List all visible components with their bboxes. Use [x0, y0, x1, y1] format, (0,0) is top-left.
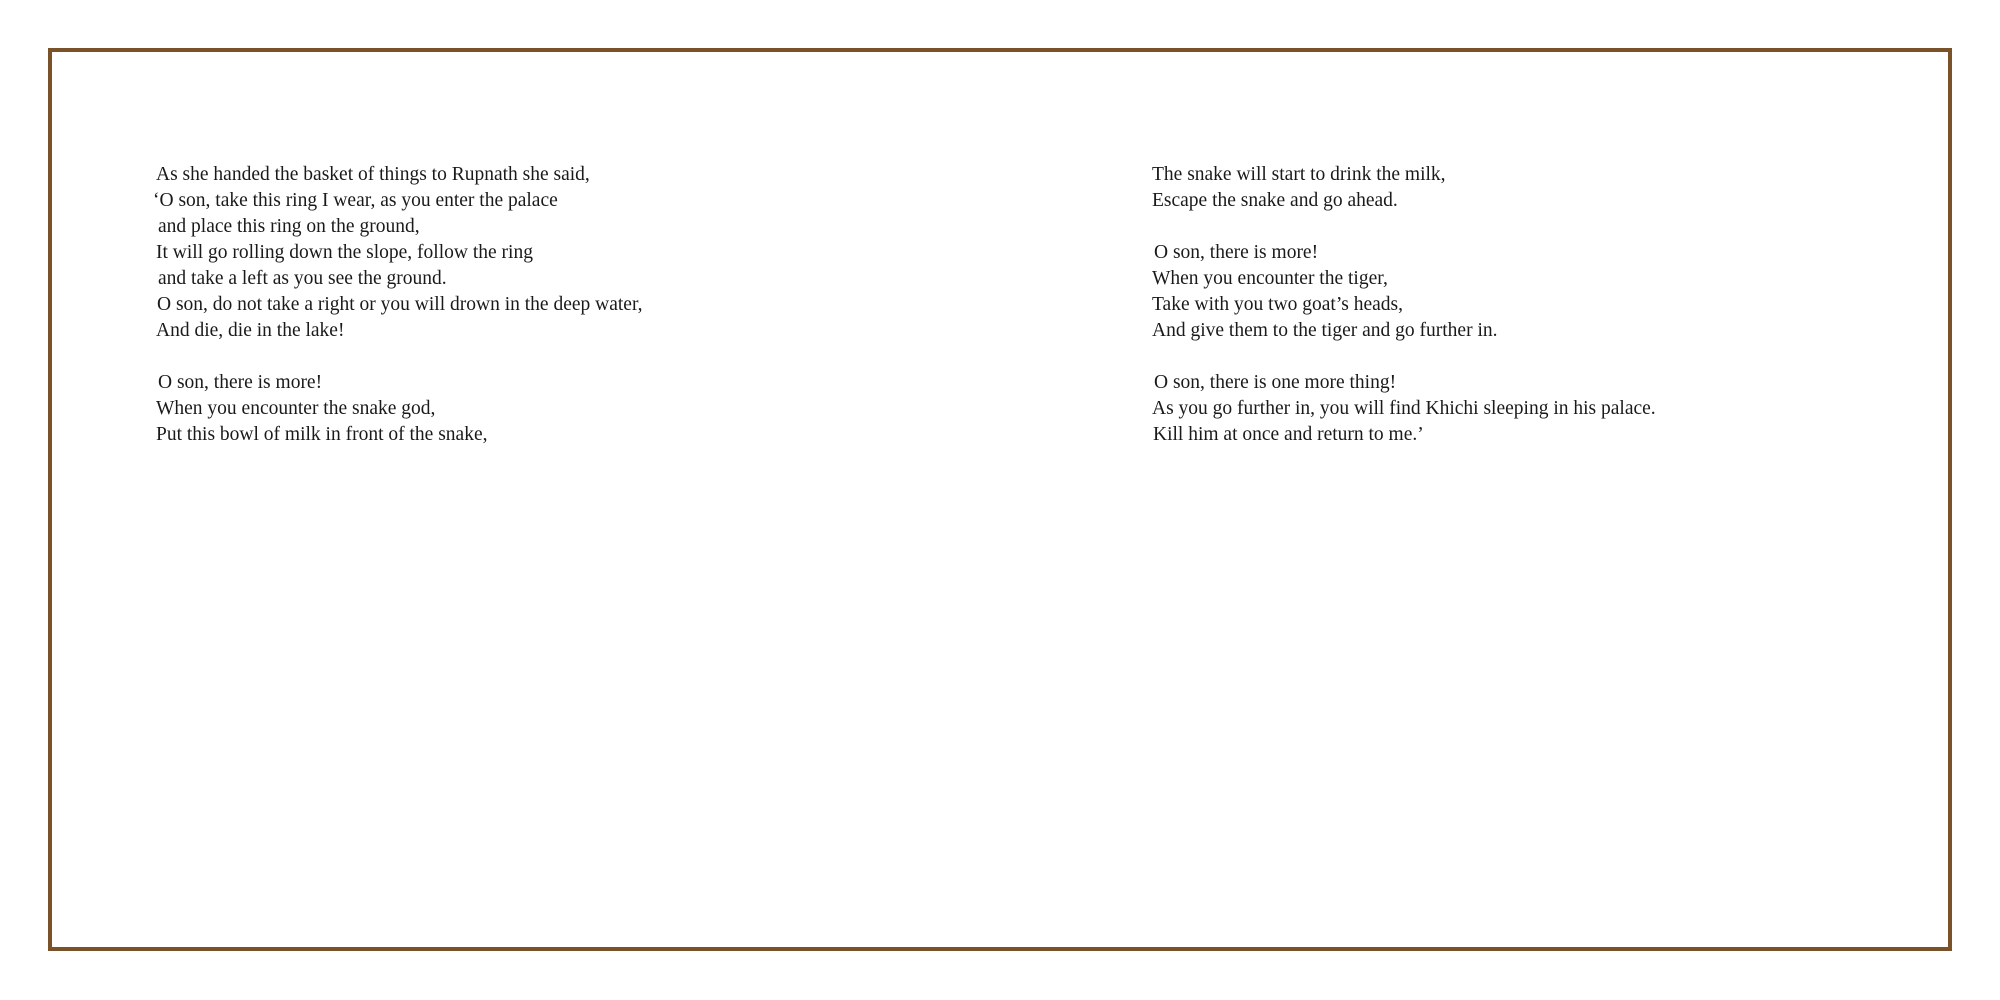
verse-line: And give them to the tiger and go further in.	[1152, 320, 1498, 341]
verse-line: When you encounter the snake god,	[156, 398, 436, 419]
right-page-text	[1152, 162, 1912, 448]
stanza	[1152, 370, 1912, 448]
verse-line: Take with you two goat’s heads,	[1152, 294, 1404, 315]
verse-line: O son, there is more!	[158, 372, 323, 393]
verse-line: O son, there is one more thing!	[1154, 372, 1397, 393]
verse-line: O son, there is more!	[1154, 242, 1319, 263]
verse-line: Put this bowl of milk in front of the snake,	[156, 424, 488, 445]
verse-line: And die, die in the lake!	[156, 320, 345, 341]
verse-line: and place this ring on the ground,	[158, 216, 420, 237]
verse-line: Kill him at once and return to me.’	[1153, 424, 1424, 445]
verse-line: When you encounter the tiger,	[1152, 268, 1388, 289]
verse-line: ‘O son, take this ring I wear, as you enter the palace	[153, 190, 558, 211]
left-page-text	[153, 162, 916, 448]
verse-line: As she handed the basket of things to Rupnath she said,	[156, 164, 590, 185]
verse-line: It will go rolling down the slope, follow the ring	[156, 242, 533, 263]
stanza	[153, 162, 916, 344]
verse-line: As you go further in, you will find Khichi sleeping in his palace.	[1152, 398, 1656, 419]
verse-line: and take a left as you see the ground.	[158, 268, 447, 289]
verse-line: O son, do not take a right or you will drown in the deep water,	[157, 294, 643, 315]
verse-line: The snake will start to drink the milk,	[1152, 164, 1446, 185]
stanza	[156, 370, 916, 448]
stanza	[1152, 162, 1912, 214]
verse-line: Escape the snake and go ahead.	[1152, 190, 1398, 211]
stanza	[1152, 240, 1912, 344]
